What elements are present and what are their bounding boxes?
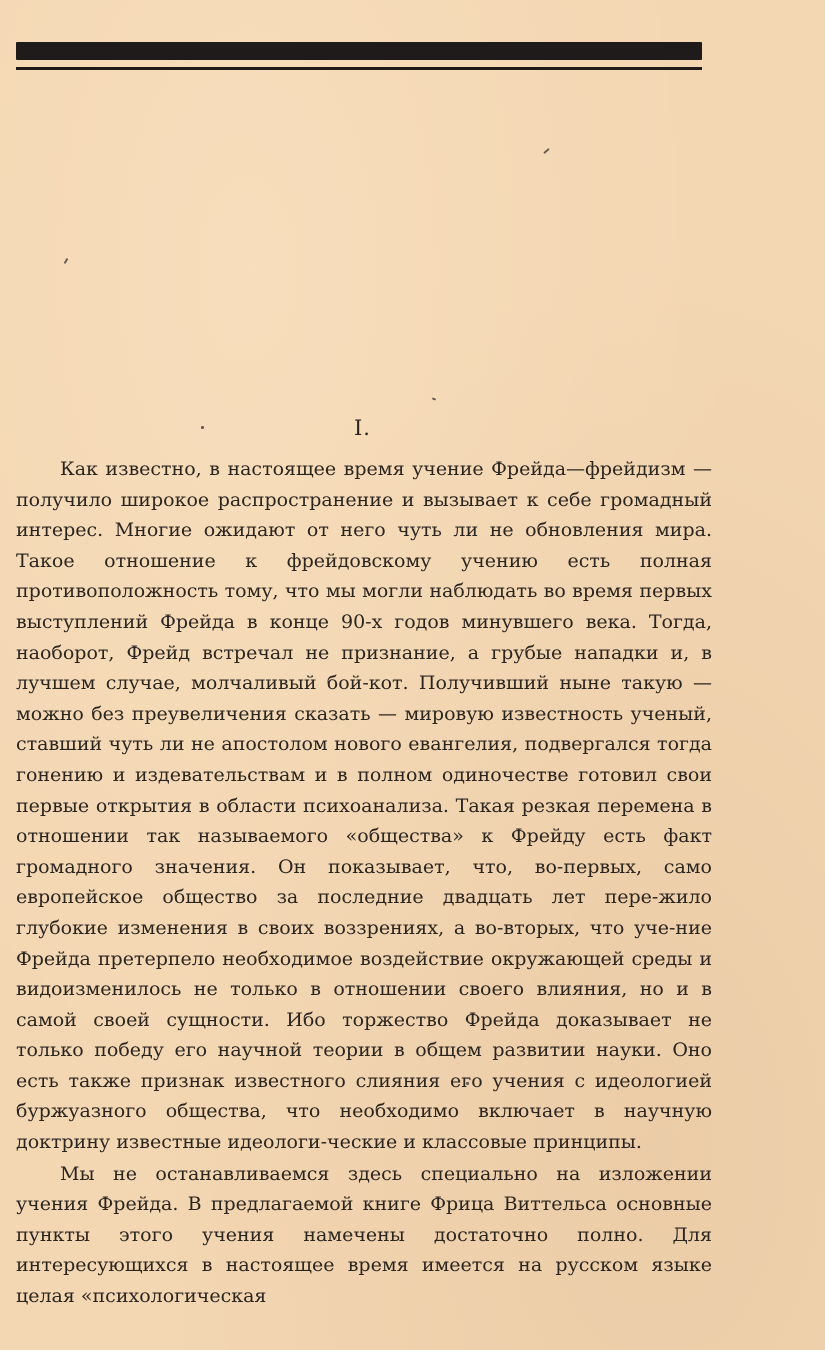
paper-speck <box>543 148 550 154</box>
chapter-number: I. <box>354 416 371 440</box>
header-rule-thick <box>16 42 702 60</box>
paragraph: Мы не останавливаемся здесь специально на изложении учения Фрейда. В предлагаемой книге Фрица Виттельса основные пункты этого учения намечены достаточно полно. Для интересующихся в настоящее время имеется на русском языке целая «психологическая <box>16 1162 712 1308</box>
paper-speck <box>432 397 436 400</box>
paragraph: Как известно, в настоящее время учение Фрейда—фрейдизм — получило широкое распространение и вызывает к себе громадный интерес. Многие ожидают от него чуть ли не обновления мира. Такое отношение к фрейдовскому учению есть полная противоположность тому, что мы могли наблюдать во время первых выступлений Фрейда в конце 90-х годов минувшего века. Тогда, наоборот, Фрейд встречал не признание, а грубые нападки и, в лучшем случае, молчаливый бой-кот. Получивший ныне такую — можно без преувеличения сказать — мировую известность ученый, ставший чуть ли не апостолом нового евангелия, подвергался тогда гонению и издевательствам и в полном одиночестве готовил свои первые открытия в области психоанализа. Такая резкая перемена в отношении так называемого «общества» к Фрейду есть факт громадного значения. Он показывает, что, во-первых, само европейское общество за последние двадцать лет пере-жило глубокие изменения в своих воззрениях, а во-вторых, что уче-ние Фрейда претерпело необходимое воздействие окружающей среды и видоизменилось не только в отношении своего влияния, но и в самой своей сущности. Ибо торжество Фрейда доказывает не только победу его научной теории в общем развитии науки. Оно есть также признак известного слияния его учения с идеологией буржуазного общества, что необходимо включает в научную доктрину известные идеологи-ческие и классовые принципы. <box>16 458 712 1154</box>
header-rule-thin <box>16 67 702 70</box>
body-text <box>16 454 712 1312</box>
paper-speck <box>64 258 69 264</box>
